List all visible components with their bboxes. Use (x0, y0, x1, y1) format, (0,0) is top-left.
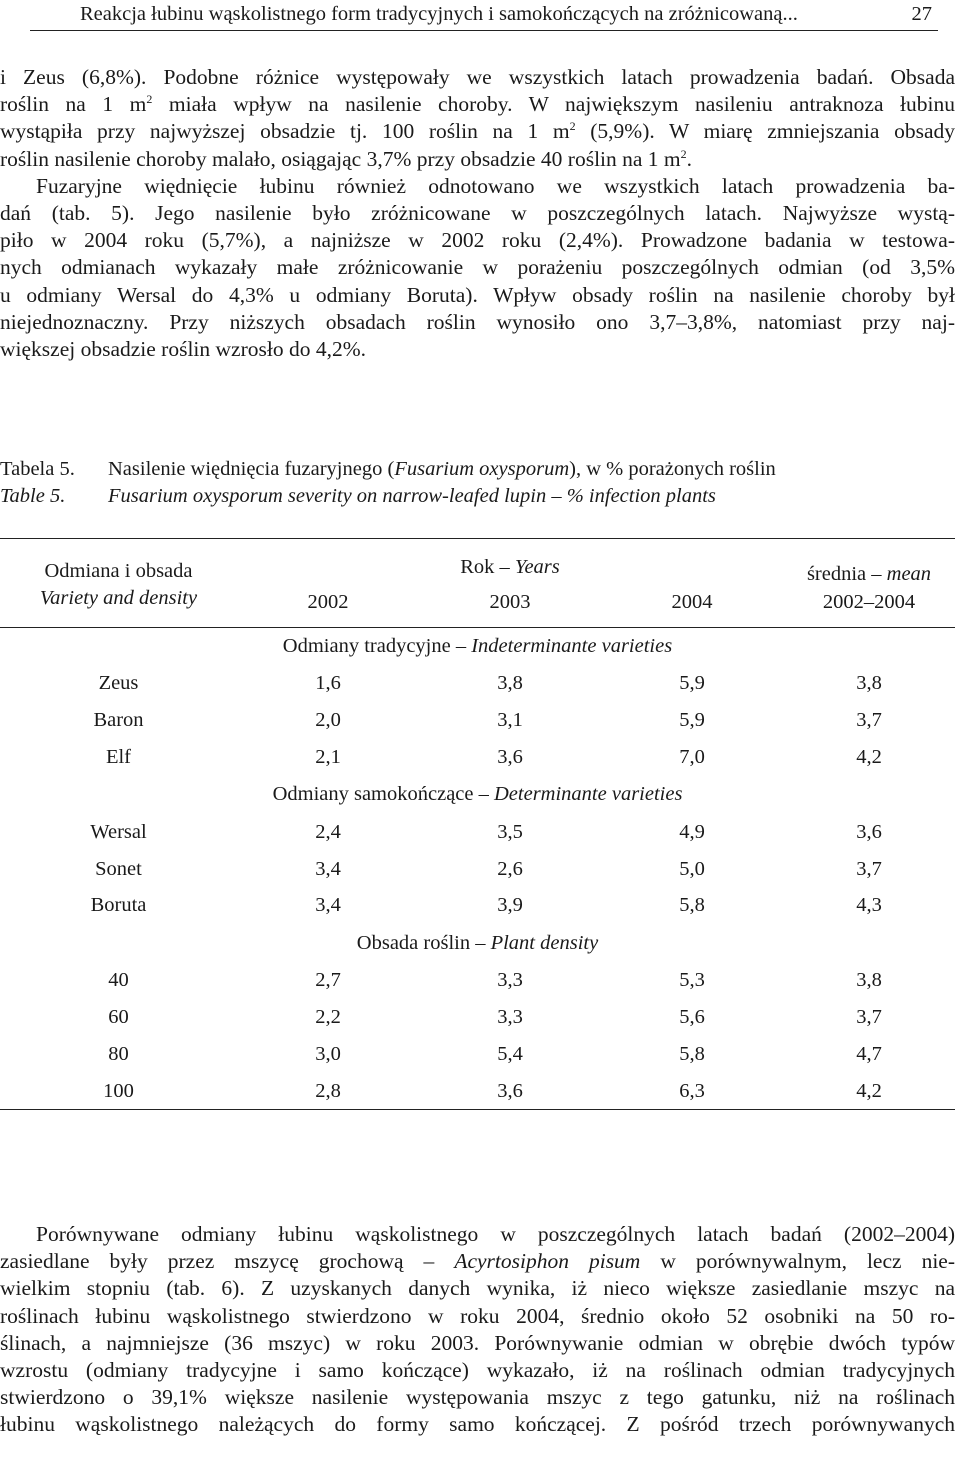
table-label-pl: Tabela 5. (0, 458, 75, 480)
text-line: u odmiany Wersal do 4,3% u odmiany Boruta). Wpływ obsady roślin na nasilenie choroby był (0, 282, 955, 307)
table-row (0, 887, 955, 924)
text-line: dań (tab. 5). Jego nasilenie było zróżnicowane w poszczególnych latach. Najwyższe wystą- (0, 201, 955, 226)
row-label: Boruta (90, 894, 147, 917)
table-row (0, 702, 955, 739)
paragraph-1 (0, 64, 955, 363)
table-cell: 3,6 (856, 820, 882, 843)
table-cell: 2,1 (315, 745, 341, 768)
table-cell: 5,6 (679, 1006, 705, 1029)
column-header-mean: średnia – mean 2002–2004 (783, 539, 955, 628)
table-cell: 3,8 (497, 671, 523, 694)
table-cell: 3,3 (497, 969, 523, 992)
text-line: Fuzaryjne więdnięcie łubinu również odnotowano we wszystkich latach prowadzenia ba- (36, 173, 955, 198)
table-caption (0, 456, 955, 510)
text-line: piło w 2004 roku (5,7%), a najniższe w 2002 roku (2,4%). Prowadzone badania w testowa- (0, 228, 955, 253)
table-cell: 3,6 (419, 1073, 601, 1110)
column-header-2002: 2002 (237, 579, 419, 627)
page-number: 27 (911, 3, 932, 25)
row-label: 80 (108, 1043, 129, 1066)
table-cell: 3,1 (497, 708, 523, 731)
data-table (0, 538, 955, 1110)
table-cell: 4,9 (679, 820, 705, 843)
column-header-years: Rok – Years (237, 539, 783, 580)
text-line: wielkim stopniu (tab. 6). Z uzyskanych danych wynika, iż nieco większe zasiedlanie mszyc na (0, 1276, 955, 1301)
text-line: roślinach łubinu wąskolistnego stwierdzono w roku 2004, średnio około 52 osobniki na 50 ro- (0, 1303, 955, 1328)
table-row (0, 851, 955, 888)
text-line: łubinu wąskolistnego należących do formy samo kończącej. Z pośród trzech porównywanych (0, 1412, 955, 1437)
section-header: Odmiany tradycyjne – Indeterminante varieties (282, 634, 673, 657)
table-cell: 4,2 (856, 745, 882, 768)
table-cell: 5,9 (679, 708, 705, 731)
table-cell: 2,6 (497, 857, 523, 880)
text-line: roślin nasilenie choroby malało, osiągając 3,7% przy obsadzie 40 roślin na 1 $m^2$. (0, 146, 693, 171)
column-header-variety: Odmiana i obsada Variety and density (0, 539, 237, 628)
column-header-2004: 2004 (601, 579, 783, 627)
table-cell: 3,0 (315, 1043, 341, 1066)
table-cell: 3,7 (856, 1006, 882, 1029)
table-cell: 5,8 (679, 894, 705, 917)
text-line: roślin na 1 $m^2$ miała wpływ na nasilenie choroby. W największym nasileniu antraknoza łubinu (0, 92, 955, 117)
table-cell: 6,3 (601, 1073, 783, 1110)
table-cell: 5,4 (497, 1043, 523, 1066)
table-cell: 4,2 (783, 1073, 955, 1110)
table-cell: 3,9 (497, 894, 523, 917)
table-label-en: Table 5. (0, 485, 66, 507)
text-line: zasiedlane były przez mszycę grochową – Acyrtosiphon pisum w porównywalnym, lecz nie- (0, 1249, 955, 1274)
text-line: i Zeus (6,8%). Podobne różnice występowały we wszystkich latach prowadzenia badań. Obsada (0, 65, 955, 89)
paragraph-2 (0, 1221, 955, 1439)
table-cell: 2,2 (315, 1006, 341, 1029)
table-cell: 2,4 (315, 820, 341, 843)
table-row (0, 814, 955, 851)
row-label: 40 (108, 969, 129, 992)
table-cell: 3,3 (497, 1006, 523, 1029)
table-cell: 5,3 (679, 969, 705, 992)
table-cell: 2,8 (237, 1073, 419, 1110)
table-cell: 3,6 (497, 745, 523, 768)
row-label: Sonet (95, 857, 142, 880)
table-cell: 4,3 (856, 894, 882, 917)
table-cell: 5,9 (679, 671, 705, 694)
row-label: 100 (0, 1073, 237, 1110)
text-line: wzrostu (odmiany tradycyjne i samo kończące) wykazało, iż na roślinach odmian tradycyjnych (0, 1358, 955, 1383)
section-header: Odmiany samokończące – Determinante varieties (272, 783, 683, 806)
text-line: Porównywane odmiany łubinu wąskolistnego w poszczególnych latach badań (2002–2004) (36, 1222, 955, 1246)
table-cell: 1,6 (315, 671, 341, 694)
table-title-pl: Nasilenie więdnięcia fuzaryjnego (Fusarium oxysporum), w % porażonych roślin (108, 458, 776, 480)
text-line: nych odmianach wykazały małe zróżnicowanie w porażeniu poszczególnych odmian (od 3,5% (0, 255, 955, 280)
text-line: ślinach, a najmniejsze (36 mszyc) w roku 2003. Porównywanie odmian w obrębie dwóch typów (0, 1330, 955, 1355)
table-cell: 3,7 (856, 708, 882, 731)
row-label: Elf (105, 745, 132, 768)
section-header: Obsada roślin – Plant density (356, 931, 599, 954)
text-line: niejednoznaczny. Przy niższych obsadach roślin wynosiło ono 3,7–3,8%, natomiast przy naj- (0, 309, 955, 334)
table-cell: 5,0 (679, 857, 705, 880)
table-title-en: Fusarium oxysporum severity on narrow-leafed lupin – % infection plants (108, 485, 716, 507)
text-line: stwierdzono o 39,1% większe nasilenie występowania mszyc z tego gatunku, niż na roślinach (0, 1385, 955, 1410)
table-row (0, 962, 955, 999)
table-cell: 3,4 (315, 857, 341, 880)
table-row (0, 665, 955, 702)
row-label: 60 (108, 1006, 129, 1029)
column-header-2003: 2003 (419, 579, 601, 627)
table-cell: 2,7 (315, 969, 341, 992)
table-cell: 3,8 (856, 671, 882, 694)
table-row (0, 1036, 955, 1073)
table-cell: 2,0 (315, 708, 341, 731)
table-row (0, 999, 955, 1036)
table-cell: 4,7 (856, 1043, 882, 1066)
table-row (0, 1073, 955, 1110)
running-title: Reakcja łubinu wąskolistnego form tradycyjnych i samokończących na zróżnicowaną... (80, 3, 798, 25)
text-line: wystąpiła przy najwyższej obsadzie tj. 100 roślin na 1 $m^2$ (5,9%). W miarę zmniejszania obsady (0, 119, 955, 144)
table-cell: 3,5 (497, 820, 523, 843)
table-cell: 3,8 (856, 969, 882, 992)
table-cell: 3,7 (856, 857, 882, 880)
table-body (0, 627, 955, 1110)
table-cell: 7,0 (679, 745, 705, 768)
text-line: większej obsadzie roślin wzrosło do 4,2%. (0, 337, 367, 362)
row-label: Wersal (90, 820, 147, 843)
table-row (0, 739, 955, 776)
row-label: Zeus (98, 671, 139, 694)
row-label: Baron (93, 708, 144, 731)
table-cell: 5,8 (679, 1043, 705, 1066)
table-cell: 3,4 (315, 894, 341, 917)
running-header (30, 0, 938, 31)
